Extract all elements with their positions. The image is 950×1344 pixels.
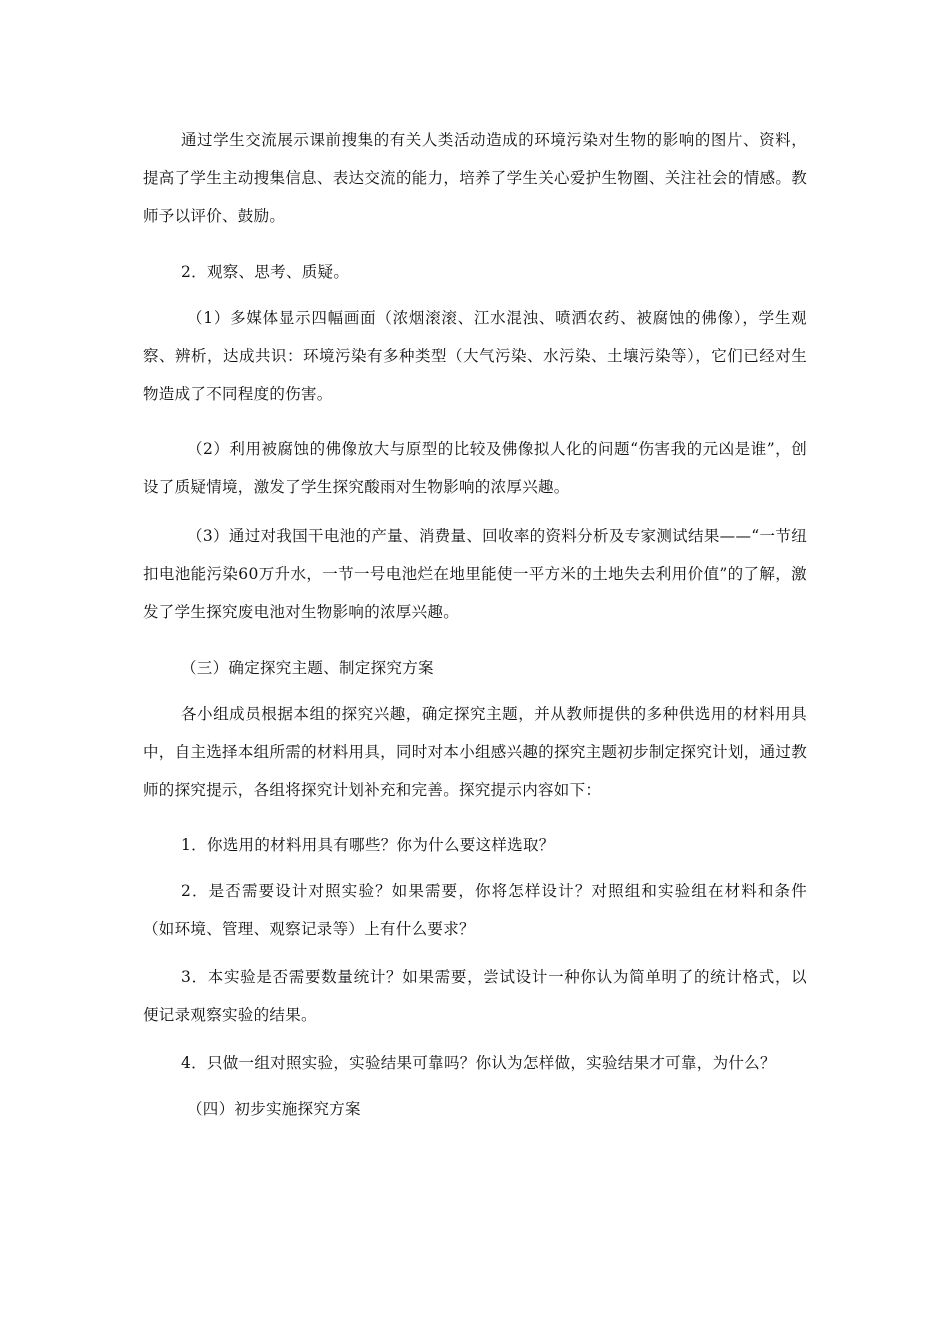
section-heading-3: （三）确定探究主题、制定探究方案	[181, 659, 434, 677]
paragraph-item-2: （2）利用被腐蚀的佛像放大与原型的比较及佛像拟人化的问题“伤害我的元凶是谁”，创设了质疑情境，激发了学生探究酸雨对生物影响的浓厚兴趣。	[143, 440, 807, 496]
hint-item-4: 4．只做一组对照实验，实验结果可靠吗？你认为怎样做，实验结果才可靠，为什么？	[181, 1054, 776, 1072]
paragraph-step-2: 2．观察、思考、质疑。	[181, 263, 350, 281]
paragraph-intro: 通过学生交流展示课前搜集的有关人类活动造成的环境污染对生物的影响的图片、资料，提高了学生主动搜集信息、表达交流的能力，培养了学生关心爱护生物圈、关注社会的情感。教师予以评价、鼓励。	[143, 131, 807, 225]
hint-item-1: 1．你选用的材料用具有哪些？你为什么要这样选取？	[181, 836, 555, 854]
hint-item-2: 2．是否需要设计对照实验？如果需要，你将怎样设计？对照组和实验组在材料和条件（如环境、管理、观察记录等）上有什么要求？	[143, 882, 807, 938]
hint-item-3: 3．本实验是否需要数量统计？如果需要，尝试设计一种你认为简单明了的统计格式，以便记录观察实验的结果。	[143, 968, 807, 1024]
paragraph-item-1: （1）多媒体显示四幅画面（浓烟滚滚、江水混浊、喷洒农药、被腐蚀的佛像），学生观察、辨析，达成共识：环境污染有多种类型（大气污染、水污染、土壤污染等），它们已经对生物造成了不同程度的伤害。	[143, 309, 807, 403]
paragraph-item-3: （3）通过对我国干电池的产量、消费量、回收率的资料分析及专家测试结果——“一节纽扣电池能污染60万升水，一节一号电池烂在地里能使一平方米的土地失去利用价值”的了解，激发了学生探究废电池对生物影响的浓厚兴趣。	[143, 527, 807, 621]
section-heading-4: （四）初步实施探究方案	[187, 1100, 361, 1118]
paragraph-group-plan: 各小组成员根据本组的探究兴趣，确定探究主题，并从教师提供的多种供选用的材料用具中，自主选择本组所需的材料用具，同时对本小组感兴趣的探究主题初步制定探究计划，通过教师的探究提示，各组将探究计划补充和完善。探究提示内容如下：	[143, 705, 807, 799]
